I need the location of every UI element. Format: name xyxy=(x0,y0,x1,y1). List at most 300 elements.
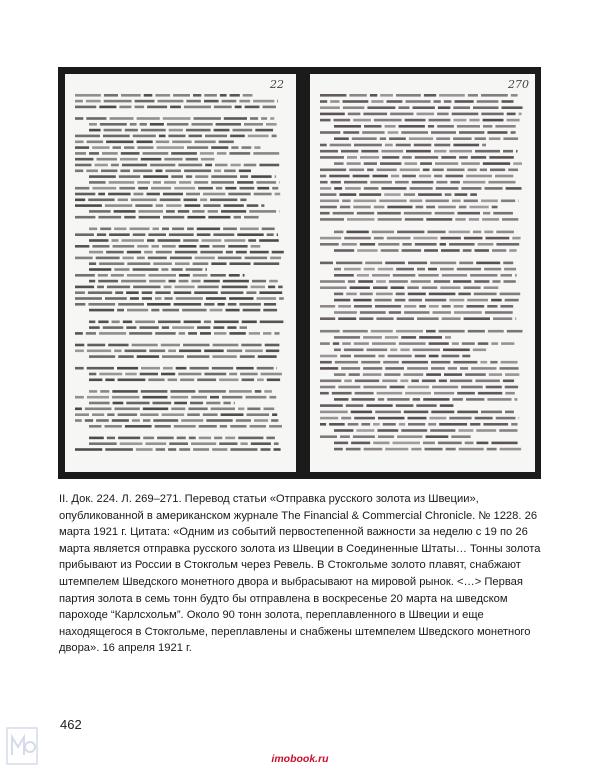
typed-word xyxy=(195,141,216,144)
typed-word xyxy=(477,442,489,445)
typed-word xyxy=(148,257,167,260)
typed-word xyxy=(483,212,490,215)
typed-word xyxy=(221,210,246,213)
typed-word xyxy=(469,206,488,209)
typed-word xyxy=(352,398,375,401)
typed-word xyxy=(221,291,244,294)
typed-word xyxy=(137,355,159,358)
typed-word xyxy=(461,386,483,389)
typed-word xyxy=(492,206,498,209)
typed-word xyxy=(380,137,386,140)
typed-word xyxy=(149,274,177,277)
typed-word xyxy=(115,291,123,294)
typed-word xyxy=(436,187,459,190)
typed-word xyxy=(457,411,478,414)
typed-word xyxy=(114,350,121,353)
typed-word xyxy=(457,392,475,395)
typed-word xyxy=(114,228,126,231)
typed-word xyxy=(187,216,205,219)
typed-word xyxy=(377,429,398,432)
typed-word xyxy=(204,100,219,103)
typed-word xyxy=(107,413,114,416)
typed-word xyxy=(150,123,164,126)
typed-word xyxy=(92,187,116,190)
typed-word xyxy=(171,396,189,399)
typed-word xyxy=(486,237,510,240)
typed-word xyxy=(493,317,512,320)
typed-word xyxy=(343,106,365,109)
typed-word xyxy=(457,212,480,215)
typed-word xyxy=(373,442,389,445)
typed-word xyxy=(320,367,338,370)
typed-word xyxy=(452,398,463,401)
typed-word xyxy=(259,164,279,167)
typed-word xyxy=(75,233,94,236)
typed-word xyxy=(320,187,331,190)
typed-word xyxy=(223,280,249,283)
typed-word xyxy=(99,332,126,335)
typed-word xyxy=(250,251,269,254)
typed-word xyxy=(107,286,130,289)
typed-word xyxy=(320,423,326,426)
typed-word xyxy=(390,113,413,116)
typed-word xyxy=(465,373,486,376)
typed-word xyxy=(99,106,116,109)
typed-word xyxy=(92,245,109,248)
typed-word xyxy=(502,100,514,103)
typed-word xyxy=(470,423,480,426)
typed-word xyxy=(120,170,130,173)
typed-word xyxy=(246,396,267,399)
typed-word xyxy=(229,332,245,335)
typed-word xyxy=(143,396,168,399)
typed-word xyxy=(111,274,124,277)
footer-site-link[interactable]: imobook.ru xyxy=(271,753,329,765)
scan-page-left xyxy=(65,74,296,472)
typed-word xyxy=(240,228,259,231)
typed-word xyxy=(431,411,454,414)
typed-word xyxy=(361,423,370,426)
typed-word xyxy=(356,429,374,432)
typed-word xyxy=(255,129,273,132)
typed-word xyxy=(408,386,430,389)
typed-word xyxy=(186,268,203,271)
typed-word xyxy=(191,280,200,283)
typed-word xyxy=(320,218,344,221)
typed-word xyxy=(140,123,147,126)
typed-word xyxy=(97,233,106,236)
typed-word xyxy=(188,408,207,411)
typed-word xyxy=(348,113,361,116)
typed-word xyxy=(254,193,272,196)
typed-word xyxy=(320,317,335,320)
typed-word xyxy=(163,193,183,196)
typed-word xyxy=(224,239,245,242)
typed-word xyxy=(267,233,274,236)
typed-word xyxy=(269,425,282,428)
typed-word xyxy=(231,146,238,149)
typed-word xyxy=(481,200,498,203)
typed-word xyxy=(234,216,241,219)
typed-word xyxy=(424,94,436,97)
typed-word xyxy=(469,119,479,122)
typed-word xyxy=(405,119,426,122)
typed-word xyxy=(363,367,382,370)
typed-word xyxy=(75,303,85,306)
typed-word xyxy=(505,392,515,395)
typed-word xyxy=(190,367,209,370)
typed-word xyxy=(200,152,214,155)
typed-word xyxy=(519,113,522,116)
typed-word xyxy=(345,187,361,190)
typed-word xyxy=(137,245,148,248)
typed-word xyxy=(396,144,411,147)
typed-word xyxy=(338,317,356,320)
typed-word xyxy=(447,169,465,172)
typed-word xyxy=(452,113,479,116)
typed-word xyxy=(399,125,425,128)
typed-word xyxy=(437,125,454,128)
typed-word xyxy=(454,305,464,308)
typed-word xyxy=(372,231,394,234)
typed-word xyxy=(244,123,263,126)
typed-word xyxy=(194,181,208,184)
typed-word xyxy=(426,373,441,376)
typed-word xyxy=(125,350,147,353)
typed-word xyxy=(320,417,338,420)
typed-word xyxy=(123,257,134,260)
typed-word xyxy=(372,342,396,345)
typed-word xyxy=(250,117,258,120)
typed-word xyxy=(256,181,276,184)
typed-word xyxy=(143,437,154,440)
typed-word xyxy=(338,386,360,389)
typed-word xyxy=(106,251,124,254)
typed-word xyxy=(429,119,451,122)
typed-word xyxy=(360,293,373,296)
typed-word xyxy=(88,303,115,306)
typed-word xyxy=(459,448,484,451)
typed-word xyxy=(487,131,507,134)
typed-word xyxy=(223,402,230,405)
typed-word xyxy=(500,293,521,296)
typed-word xyxy=(344,380,352,383)
typed-word xyxy=(161,373,175,376)
typed-word xyxy=(257,367,274,370)
typed-word xyxy=(507,330,523,333)
typed-word xyxy=(155,291,170,294)
typed-word xyxy=(375,305,401,308)
typed-word xyxy=(125,129,138,132)
typed-word xyxy=(501,274,513,277)
typed-word xyxy=(169,129,183,132)
typed-word xyxy=(184,106,211,109)
typed-word xyxy=(151,187,171,190)
typed-word xyxy=(265,344,280,347)
typed-word xyxy=(364,187,379,190)
typed-word xyxy=(225,187,236,190)
typed-word xyxy=(167,123,189,126)
typed-word xyxy=(104,94,118,97)
typed-word xyxy=(179,332,185,335)
typed-word xyxy=(162,228,169,231)
typed-word xyxy=(502,218,518,221)
typed-word xyxy=(75,413,89,416)
typed-word xyxy=(147,239,155,242)
typed-word xyxy=(197,233,211,236)
typed-word xyxy=(138,210,163,213)
typed-word xyxy=(398,106,409,109)
typed-word xyxy=(135,204,152,207)
typed-word xyxy=(390,349,397,352)
typed-word xyxy=(120,158,138,161)
typed-word xyxy=(194,291,218,294)
typed-word xyxy=(172,326,194,329)
typed-word xyxy=(161,344,180,347)
typed-word xyxy=(411,448,421,451)
typed-word xyxy=(204,303,214,306)
typed-word xyxy=(274,442,279,445)
typed-word xyxy=(189,135,203,138)
typed-word xyxy=(227,350,242,353)
typed-word xyxy=(334,187,342,190)
typed-word xyxy=(437,113,449,116)
typed-word xyxy=(374,237,384,240)
typed-word xyxy=(434,144,450,147)
typed-word xyxy=(75,193,95,196)
typed-word xyxy=(376,317,393,320)
typed-word xyxy=(516,150,518,153)
typed-word xyxy=(495,175,513,178)
typed-word xyxy=(87,396,109,399)
typed-word xyxy=(89,373,96,376)
typed-word xyxy=(329,175,349,178)
typed-word xyxy=(253,152,279,155)
typed-word xyxy=(444,100,452,103)
typed-word xyxy=(445,336,451,339)
typed-word xyxy=(195,257,215,260)
typed-word xyxy=(344,349,364,352)
typed-word xyxy=(334,137,349,140)
typed-word xyxy=(384,193,401,196)
typed-word xyxy=(378,355,384,358)
typed-word xyxy=(487,398,511,401)
typed-word xyxy=(264,408,275,411)
typed-word xyxy=(185,204,201,207)
typed-word xyxy=(513,162,522,165)
typed-word xyxy=(469,218,479,221)
typed-word xyxy=(206,419,232,422)
typed-word xyxy=(158,100,184,103)
typed-word xyxy=(114,210,136,213)
typed-word xyxy=(344,237,371,240)
typed-word xyxy=(491,299,502,302)
typed-word xyxy=(272,413,277,416)
typed-word xyxy=(198,390,226,393)
typed-word xyxy=(511,131,516,134)
typed-word xyxy=(381,187,406,190)
typed-word xyxy=(147,106,167,109)
typed-word xyxy=(381,249,399,252)
typed-word xyxy=(360,311,386,314)
typed-word xyxy=(226,251,233,254)
typed-word xyxy=(156,251,172,254)
typed-word xyxy=(320,262,333,265)
typed-word xyxy=(349,373,360,376)
typed-word xyxy=(264,390,272,393)
typed-word xyxy=(334,274,354,277)
typed-word xyxy=(240,373,258,376)
typed-word xyxy=(257,297,277,300)
typed-word xyxy=(133,268,159,271)
typed-word xyxy=(417,113,435,116)
typed-word xyxy=(166,210,175,213)
typed-word xyxy=(156,448,166,451)
typed-word xyxy=(376,293,393,296)
typed-word xyxy=(139,216,160,219)
typed-word xyxy=(331,181,341,184)
typed-word xyxy=(259,239,279,242)
typed-word xyxy=(383,361,399,364)
typed-word xyxy=(347,218,375,221)
typed-word xyxy=(171,408,185,411)
typed-word xyxy=(240,187,255,190)
typed-word xyxy=(441,249,460,252)
typed-word xyxy=(153,228,160,231)
typed-word xyxy=(75,274,95,277)
typed-word xyxy=(163,367,173,370)
typed-word xyxy=(178,210,189,213)
typed-word xyxy=(413,237,437,240)
typed-word xyxy=(320,386,335,389)
typed-word xyxy=(427,231,445,234)
typed-word xyxy=(98,321,108,324)
typed-word xyxy=(442,305,451,308)
typed-word xyxy=(348,423,359,426)
typed-word xyxy=(459,156,468,159)
typed-word xyxy=(320,175,326,178)
typed-word xyxy=(187,146,208,149)
typed-word xyxy=(262,228,275,231)
typed-word xyxy=(229,152,250,155)
typed-word xyxy=(89,262,96,265)
typed-word xyxy=(408,293,426,296)
typed-word xyxy=(387,100,403,103)
typed-word xyxy=(220,94,227,97)
typed-word xyxy=(409,137,433,140)
typed-word xyxy=(148,379,164,382)
typed-word xyxy=(122,239,145,242)
typed-word xyxy=(174,187,195,190)
typed-word xyxy=(195,175,208,178)
typed-word xyxy=(96,419,109,422)
typed-word xyxy=(270,257,281,260)
typed-word xyxy=(75,94,101,97)
typed-word xyxy=(423,442,435,445)
typed-word xyxy=(75,408,82,411)
typed-word xyxy=(463,181,485,184)
typed-word xyxy=(320,206,337,209)
typed-word xyxy=(496,243,519,246)
typed-word xyxy=(459,131,484,134)
typed-word xyxy=(380,94,393,97)
typed-word xyxy=(375,411,401,414)
typed-word xyxy=(143,152,169,155)
typed-word xyxy=(465,442,474,445)
typed-word xyxy=(194,117,221,120)
typed-word xyxy=(89,123,97,126)
typed-word xyxy=(75,297,102,300)
typed-word xyxy=(176,297,203,300)
typed-word xyxy=(168,350,176,353)
typed-word xyxy=(433,311,452,314)
typed-word xyxy=(485,187,503,190)
typed-word xyxy=(208,210,218,213)
typed-word xyxy=(153,402,172,405)
typed-word xyxy=(197,228,220,231)
typed-word xyxy=(259,291,282,294)
typed-word xyxy=(501,342,514,345)
typed-word xyxy=(458,429,473,432)
typed-word xyxy=(414,144,432,147)
typed-word xyxy=(89,251,103,254)
typed-word xyxy=(334,119,351,122)
typed-word xyxy=(500,305,513,308)
typed-word xyxy=(422,286,438,289)
typed-word xyxy=(320,237,341,240)
typed-word xyxy=(174,303,202,306)
typed-word xyxy=(266,123,277,126)
typed-word xyxy=(490,361,497,364)
typed-word xyxy=(475,150,500,153)
typed-word xyxy=(89,390,97,393)
typed-word xyxy=(230,135,245,138)
typed-word xyxy=(75,204,102,207)
typed-word xyxy=(354,417,375,420)
typed-word xyxy=(200,199,207,202)
typed-word xyxy=(219,442,237,445)
typed-word xyxy=(376,280,386,283)
typed-word xyxy=(505,373,519,376)
typed-word xyxy=(442,317,461,320)
typed-word xyxy=(150,164,175,167)
typed-word xyxy=(210,199,237,202)
typed-word xyxy=(486,386,502,389)
typed-word xyxy=(266,350,279,353)
typed-word xyxy=(99,262,124,265)
typed-word xyxy=(459,206,467,209)
typed-word xyxy=(136,448,153,451)
typed-word xyxy=(432,386,458,389)
typed-word xyxy=(214,106,232,109)
typed-word xyxy=(434,392,454,395)
typed-word xyxy=(231,164,241,167)
typed-word xyxy=(445,193,452,196)
typed-word xyxy=(75,199,85,202)
typed-word xyxy=(463,249,472,252)
typed-word xyxy=(198,286,219,289)
typed-word xyxy=(179,350,201,353)
typed-word xyxy=(113,245,135,248)
typed-word xyxy=(89,321,95,324)
typed-word xyxy=(387,206,412,209)
typed-word xyxy=(470,193,477,196)
typed-word xyxy=(155,297,162,300)
typed-word xyxy=(385,448,408,451)
typed-word xyxy=(127,251,141,254)
typed-word xyxy=(450,181,460,184)
typed-word xyxy=(75,141,84,144)
